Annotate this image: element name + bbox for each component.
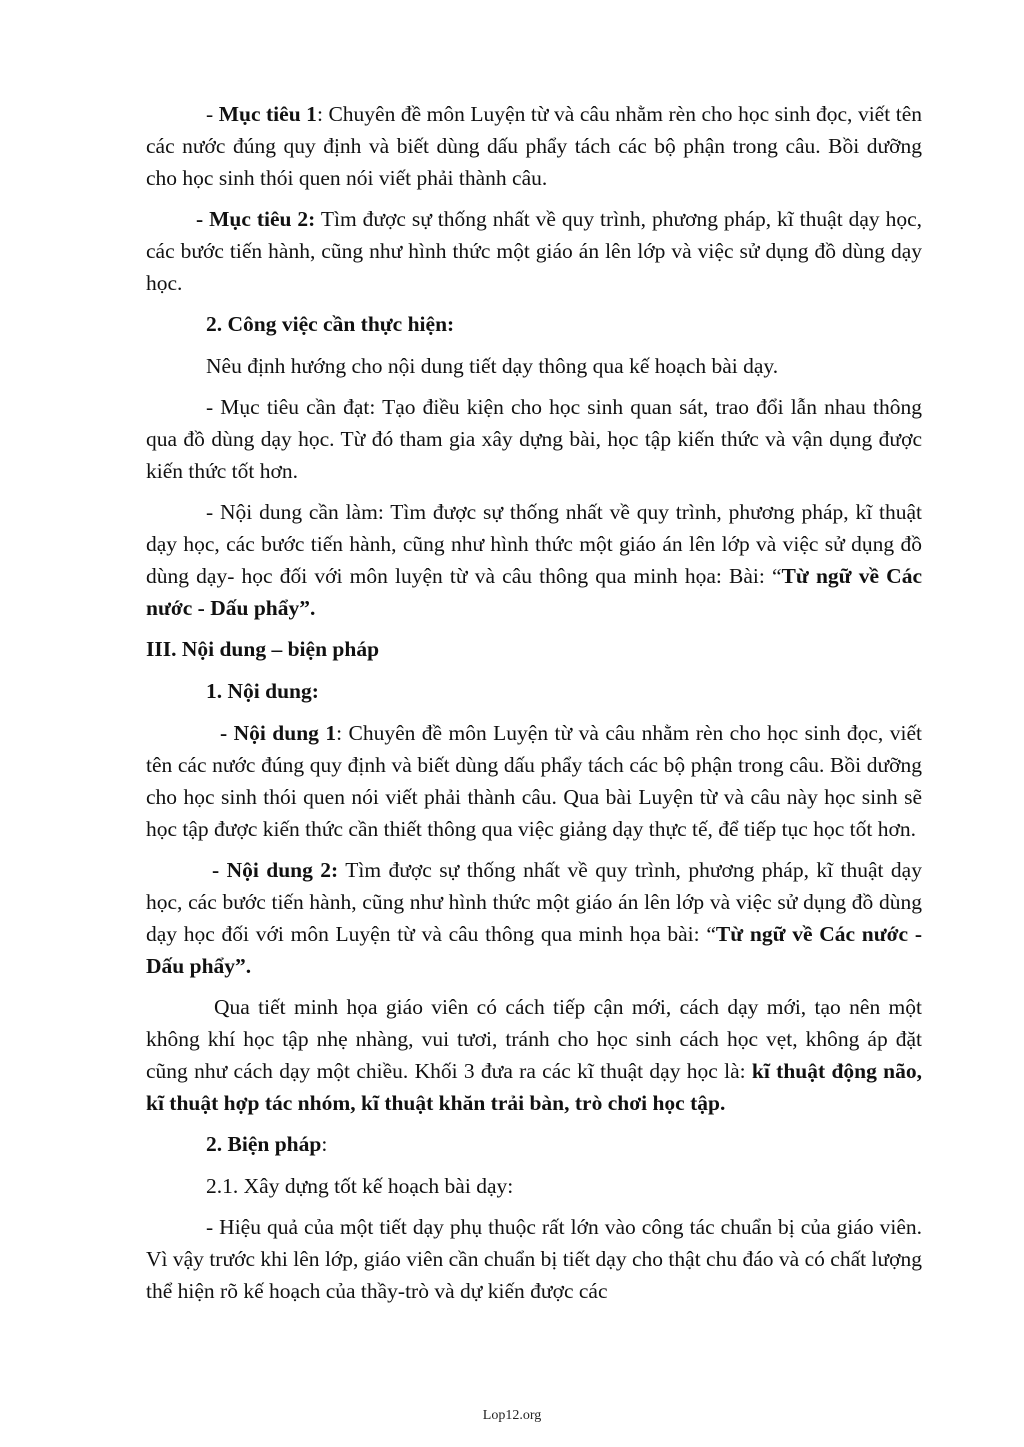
heading-cong-viec: 2. Công việc cần thực hiện: [206,312,455,336]
page-footer: Lop12.org [482,1408,542,1423]
label-muc-tieu-1: Mục tiêu 1 [218,102,317,126]
heading-noi-dung: 1. Nội dung: [206,679,319,703]
paragraph-dinh-huong: Nêu định hướng cho nội dung tiết dạy thông qua kế hoạch bài dạy. [206,354,779,378]
paragraph-muc-tieu-2: - Mục tiêu 2: Tìm được sự thống nhất về quy trình, phương pháp, kĩ thuật dạy học, các bước tiến hành, cũng như hình thức một giáo án lên lớp và việc sử dụng đồ dùng dạy học. [146,207,922,295]
document-body [146,98,922,1316]
paragraph-tiet-minh-hoa: Qua tiết minh họa giáo viên có cách tiếp cận mới, cách dạy mới, tạo nên một không khí học tập nhẹ nhàng, vui tươi, tránh cho học sinh cách học vẹt, không áp đặt cũng như cách dạy một chiều. Khối 3 đưa ra các kĩ thuật dạy học là: kĩ thuật động não, kĩ thuật hợp tác nhóm, kĩ thuật khăn trải bàn, trò chơi học tập. [146,995,922,1115]
techniques-list: kĩ thuật động não, kĩ thuật hợp tác nhóm, kĩ thuật khăn trải bàn, trò chơi học tập. [146,1059,922,1115]
paragraph-noi-dung-2: - Nội dung 2: Tìm được sự thống nhất về quy trình, phương pháp, kĩ thuật dạy học, các bước tiến hành, cũng như hình thức một giáo án lên lớp và việc sử dụng đồ dùng dạy học đối với môn Luyện từ và câu thông qua minh họa bài: “Từ ngữ về Các nước - Dấu phẩy”. [146,858,922,978]
paragraph-noi-dung-1: - Nội dung 1: Chuyên đề môn Luyện từ và câu nhằm rèn cho học sinh đọc, viết tên các nước đúng quy định và biết dùng dấu phẩy tách các bộ phận trong câu. Bồi dưỡng cho học sinh thói quen nói viết phải thành câu. Qua bài Luyện từ và câu này học sinh sẽ học tập được kiến thức cần thiết thông qua việc giảng dạy thực tế, để tiếp tục học tốt hơn. [146,721,922,841]
label-noi-dung-2: - Nội dung 2: [212,858,339,882]
paragraph-xay-dung-ke-hoach: 2.1. Xây dựng tốt kế hoạch bài dạy: [206,1174,514,1198]
heading-section-iii: III. Nội dung – biện pháp [146,637,380,661]
label-noi-dung-1: - Nội dung 1 [220,721,337,745]
paragraph-muc-tieu-1: - Mục tiêu 1: Chuyên đề môn Luyện từ và câu nhằm rèn cho học sinh đọc, viết tên các nước đúng quy định và biết dùng dấu phẩy tách các bộ phận trong câu. Bồi dưỡng cho học sinh thói quen nói viết phải thành câu. [146,102,922,190]
label-muc-tieu-2: - Mục tiêu 2: [196,207,316,231]
heading-bien-phap: 2. Biện pháp: [206,1132,328,1156]
paragraph-noi-dung-can-lam: - Nội dung cần làm: Tìm được sự thống nhất về quy trình, phương pháp, kĩ thuật dạy học, các bước tiến hành, cũng như hình thức một giáo án lên lớp và việc sử dụng đồ dùng dạy- học đối với môn luyện từ và câu thông qua minh họa: Bài: “Từ ngữ về Các nước - Dấu phẩy”. [146,500,922,620]
paragraph-muc-tieu-can-dat: - Mục tiêu cần đạt: Tạo điều kiện cho học sinh quan sát, trao đổi lẫn nhau thông qua đồ dùng dạy học. Từ đó tham gia xây dựng bài, học tập kiến thức và vận dụng được kiến thức tốt hơn. [146,395,922,483]
paragraph-hieu-qua: - Hiệu quả của một tiết dạy phụ thuộc rất lớn vào công tác chuẩn bị của giáo viên. Vì vậy trước khi lên lớp, giáo viên cần chuẩn bị tiết dạy cho thật chu đáo và có chất lượng thể hiện rõ kế hoạch của thầy-trò và dự kiến được các [146,1215,922,1303]
